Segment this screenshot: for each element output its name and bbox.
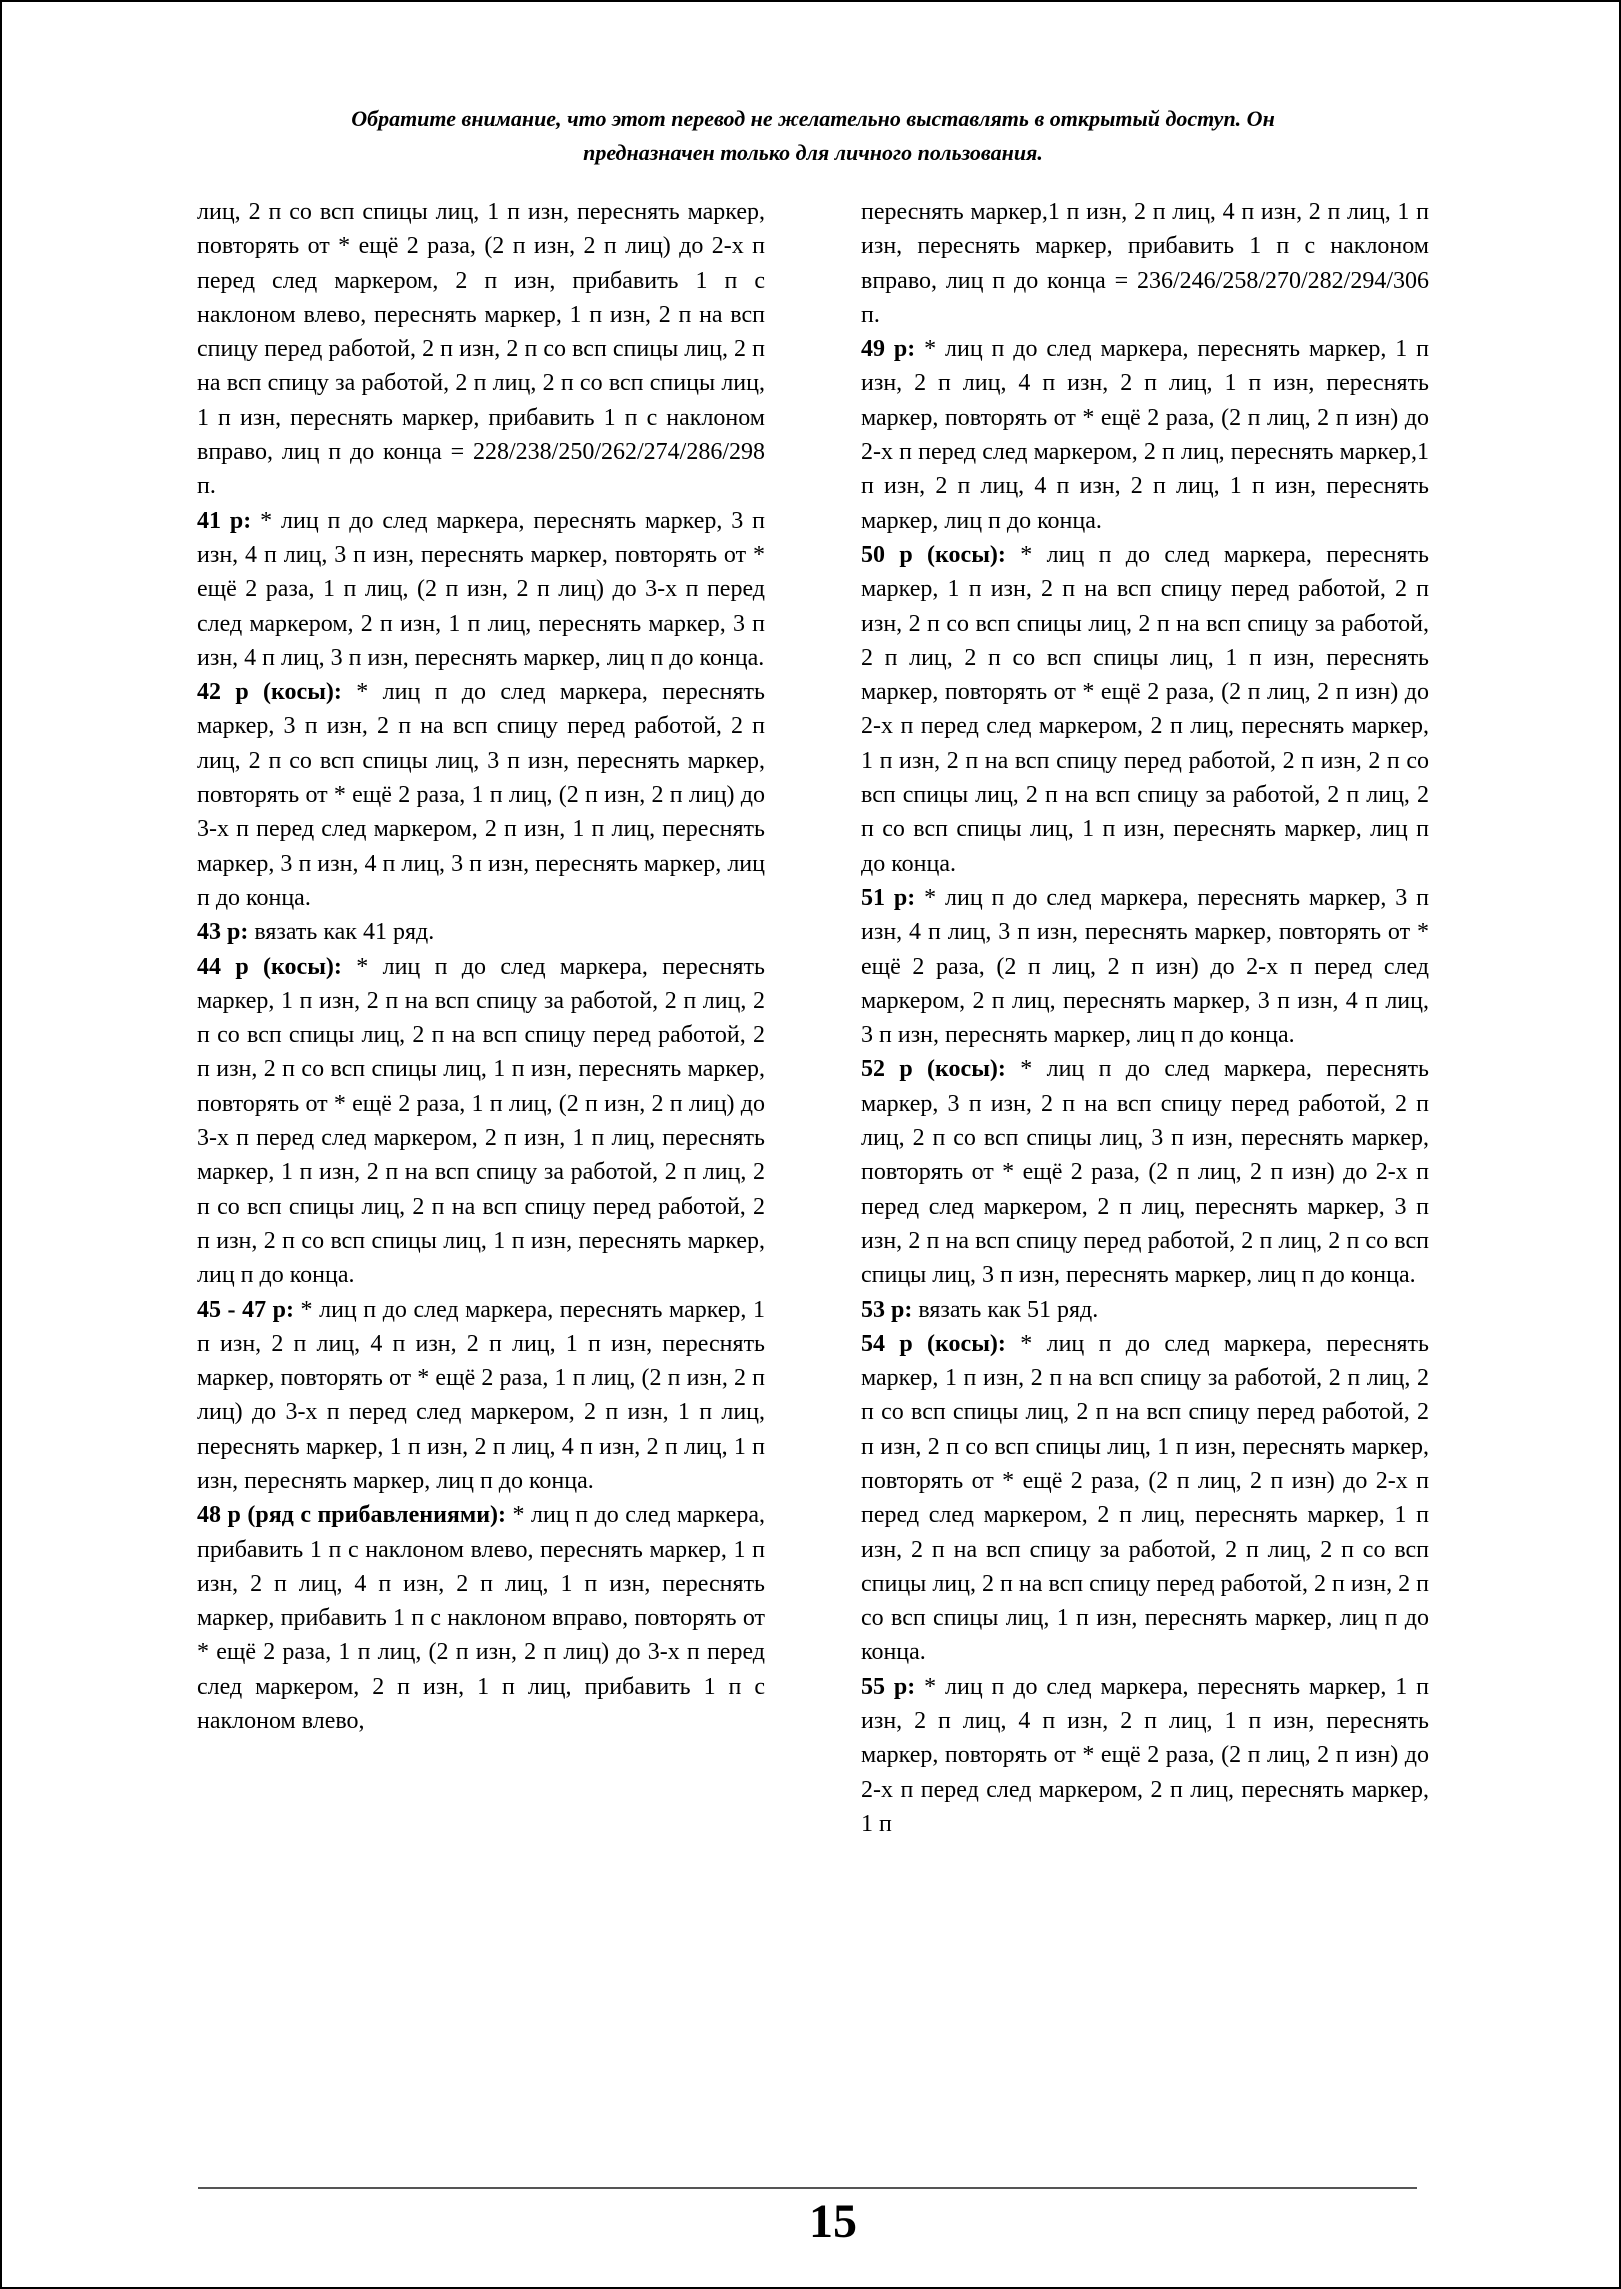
paragraph — [197, 504, 765, 675]
paragraph — [861, 1293, 1429, 1327]
paragraph — [197, 675, 765, 915]
paragraph-text: * лиц п до след маркера, переснять маркер, 1 п изн, 2 п лиц, 4 п изн, 2 п лиц, 1 п изн, переснять маркер, повторять от * ещё 2 раза, (2 п лиц, 2 п изн) до 2-х п перед след маркером, 2 п лиц, переснять маркер,1 п изн, 2 п лиц, 4 п изн, 2 п лиц, 1 п изн, переснять маркер, лиц п до конца. — [861, 336, 1429, 534]
paragraph — [861, 881, 1429, 1052]
paragraph — [197, 1498, 765, 1738]
paragraph-text: * лиц п до след маркера, переснять маркер, 1 п изн, 2 п лиц, 4 п изн, 2 п лиц, 1 п изн, переснять маркер, повторять от * ещё 2 раза, (2 п лиц, 2 п изн) до 2-х п перед след маркером, 2 п лиц, переснять маркер, 1 п — [861, 1673, 1429, 1837]
paragraph — [861, 195, 1429, 332]
paragraph-text: лиц, 2 п со всп спицы лиц, 1 п изн, переснять маркер, повторять от * ещё 2 раза, (2 п изн, 2 п лиц) до 2-х п перед след маркером, 2 п изн, прибавить 1 п с наклоном влево, переснять маркер, 1 п изн, 2 п на всп спицу перед работой, 2 п изн, 2 п со всп спицы лиц, 2 п на всп спицу за работой, 2 п лиц, 2 п со всп спицы лиц, 1 п изн, переснять маркер, прибавить 1 п с наклоном вправо, лиц п до конца = 228/238/250/262/274/286/298 п. — [197, 199, 765, 500]
paragraph-text: вязать как 51 ряд. — [912, 1296, 1099, 1323]
row-label: 55 р: — [861, 1673, 916, 1700]
paragraph — [861, 1052, 1429, 1292]
row-label: 44 р (косы): — [197, 953, 342, 980]
paragraph — [197, 915, 765, 949]
row-label: 42 р (косы): — [197, 679, 342, 706]
paragraph — [861, 332, 1429, 538]
paragraph — [197, 1293, 765, 1499]
paragraph — [197, 950, 765, 1293]
paragraph-text: * лиц п до след маркера, прибавить 1 п с наклоном влево, переснять маркер, 1 п изн, 2 п лиц, 4 п изн, 2 п лиц, 1 п изн, переснять маркер, прибавить 1 п с наклоном вправо, повторять от * ещё 2 раза, 1 п лиц, (2 п изн, 2 п лиц) до 3-х п перед след маркером, 2 п изн, 1 п лиц, прибавить 1 п с наклоном влево, — [197, 1502, 766, 1735]
left-column — [197, 195, 765, 1738]
row-label: 49 р: — [861, 336, 916, 363]
row-label: 54 р (косы): — [861, 1330, 1006, 1357]
row-label: 52 р (косы): — [861, 1056, 1006, 1083]
paragraph-text: * лиц п до след маркера, переснять маркер, 3 п изн, 2 п на всп спицу перед работой, 2 п лиц, 2 п со всп спицы лиц, 3 п изн, переснять маркер, повторять от * ещё 2 раза, 1 п лиц, (2 п изн, 2 п лиц) до 3-х п перед след маркером, 2 п изн, 1 п лиц, переснять маркер, 3 п изн, 4 п лиц, 3 п изн, переснять маркер, лиц п до конца. — [197, 679, 765, 911]
row-label: 45 - 47 р: — [197, 1296, 294, 1323]
paragraph-text: * лиц п до след маркера, переснять маркер, 1 п изн, 2 п лиц, 4 п изн, 2 п лиц, 1 п изн, переснять маркер, повторять от * ещё 2 раза, 1 п лиц, (2 п изн, 2 п лиц) до 3-х п перед след маркером, 2 п изн, 1 п лиц, переснять маркер, 1 п изн, 2 п лиц, 4 п изн, 2 п лиц, 1 п изн, переснять маркер, лиц п до конца. — [197, 1296, 765, 1494]
row-label: 51 р: — [861, 884, 916, 911]
paragraph-text: * лиц п до след маркера, переснять маркер, 1 п изн, 2 п на всп спицу за работой, 2 п лиц, 2 п со всп спицы лиц, 2 п на всп спицу перед работой, 2 п изн, 2 п со всп спицы лиц, 1 п изн, переснять маркер, повторять от * ещё 2 раза, (2 п лиц, 2 п изн) до 2-х п перед след маркером, 2 п лиц, переснять маркер, 1 п изн, 2 п на всп спицу за работой, 2 п лиц, 2 п со всп спицы лиц, 2 п на всп спицу перед работой, 2 п изн, 2 п со всп спицы лиц, 1 п изн, переснять маркер, лиц п до конца. — [861, 1330, 1429, 1666]
paragraph-text: переснять маркер,1 п изн, 2 п лиц, 4 п изн, 2 п лиц, 1 п изн, переснять маркер, прибавить 1 п с наклоном вправо, лиц п до конца = 236/246/258/270/282/294/306 п. — [861, 199, 1429, 328]
paragraph — [861, 1670, 1429, 1841]
translation-notice — [152, 102, 1474, 170]
notice-line-1: Обратите внимание, что этот перевод не желательно выставлять в открытый доступ. Он — [351, 106, 1275, 131]
row-label: 48 р (ряд с прибавлениями): — [197, 1502, 507, 1529]
paragraph-text: * лиц п до след маркера, переснять маркер, 3 п изн, 2 п на всп спицу перед работой, 2 п лиц, 2 п со всп спицы лиц, 3 п изн, переснять маркер, повторять от * ещё 2 раза, (2 п лиц, 2 п изн) до 2-х п перед след маркером, 2 п лиц, переснять маркер, 3 п изн, 2 п на всп спицу перед работой, 2 п лиц, 2 п со всп спицы лиц, 3 п изн, переснять маркер, лиц п до конца. — [861, 1056, 1429, 1289]
paragraph — [861, 538, 1429, 881]
page-number: 15 — [809, 2195, 857, 2248]
paragraph — [197, 195, 765, 504]
paragraph — [861, 1327, 1429, 1670]
row-label: 43 р: — [197, 919, 249, 946]
footer-divider — [198, 2187, 1417, 2189]
paragraph-text: * лиц п до след маркера, переснять маркер, 1 п изн, 2 п на всп спицу перед работой, 2 п изн, 2 п со всп спицы лиц, 2 п на всп спицу за работой, 2 п лиц, 2 п со всп спицы лиц, 1 п изн, переснять маркер, повторять от * ещё 2 раза, (2 п лиц, 2 п изн) до 2-х п перед след маркером, 2 п лиц, переснять маркер, 1 п изн, 2 п на всп спицу перед работой, 2 п изн, 2 п со всп спицы лиц, 2 п на всп спицу за работой, 2 п лиц, 2 п со всп спицы лиц, 1 п изн, переснять маркер, лиц п до конца. — [861, 541, 1429, 877]
row-label: 50 р (косы): — [861, 541, 1006, 568]
paragraph-text: * лиц п до след маркера, переснять маркер, 3 п изн, 4 п лиц, 3 п изн, переснять маркер, повторять от * ещё 2 раза, (2 п лиц, 2 п изн) до 2-х п перед след маркером, 2 п лиц, переснять маркер, 3 п изн, 4 п лиц, 3 п изн, переснять маркер, лиц п до конца. — [861, 884, 1429, 1049]
right-column — [861, 195, 1429, 1841]
row-label: 41 р: — [197, 507, 252, 534]
paragraph-text: * лиц п до след маркера, переснять маркер, 3 п изн, 4 п лиц, 3 п изн, переснять маркер, повторять от * ещё 2 раза, 1 п лиц, (2 п изн, 2 п лиц) до 3-х п перед след маркером, 2 п изн, 1 п лиц, переснять маркер, 3 п изн, 4 п лиц, 3 п изн, переснять маркер, лиц п до конца. — [197, 507, 765, 671]
row-label: 53 р: — [861, 1296, 913, 1323]
paragraph-text: вязать как 41 ряд. — [248, 919, 435, 946]
notice-line-2: предназначен только для личного пользования. — [583, 140, 1043, 165]
paragraph-text: * лиц п до след маркера, переснять маркер, 1 п изн, 2 п на всп спицу за работой, 2 п лиц, 2 п со всп спицы лиц, 2 п на всп спицу перед работой, 2 п изн, 2 п со всп спицы лиц, 1 п изн, переснять маркер, повторять от * ещё 2 раза, 1 п лиц, (2 п изн, 2 п лиц) до 3-х п перед след маркером, 2 п изн, 1 п лиц, переснять маркер, 1 п изн, 2 п на всп спицу за работой, 2 п лиц, 2 п со всп спицы лиц, 2 п на всп спицу перед работой, 2 п изн, 2 п со всп спицы лиц, 1 п изн, переснять маркер, лиц п до конца. — [197, 953, 765, 1289]
